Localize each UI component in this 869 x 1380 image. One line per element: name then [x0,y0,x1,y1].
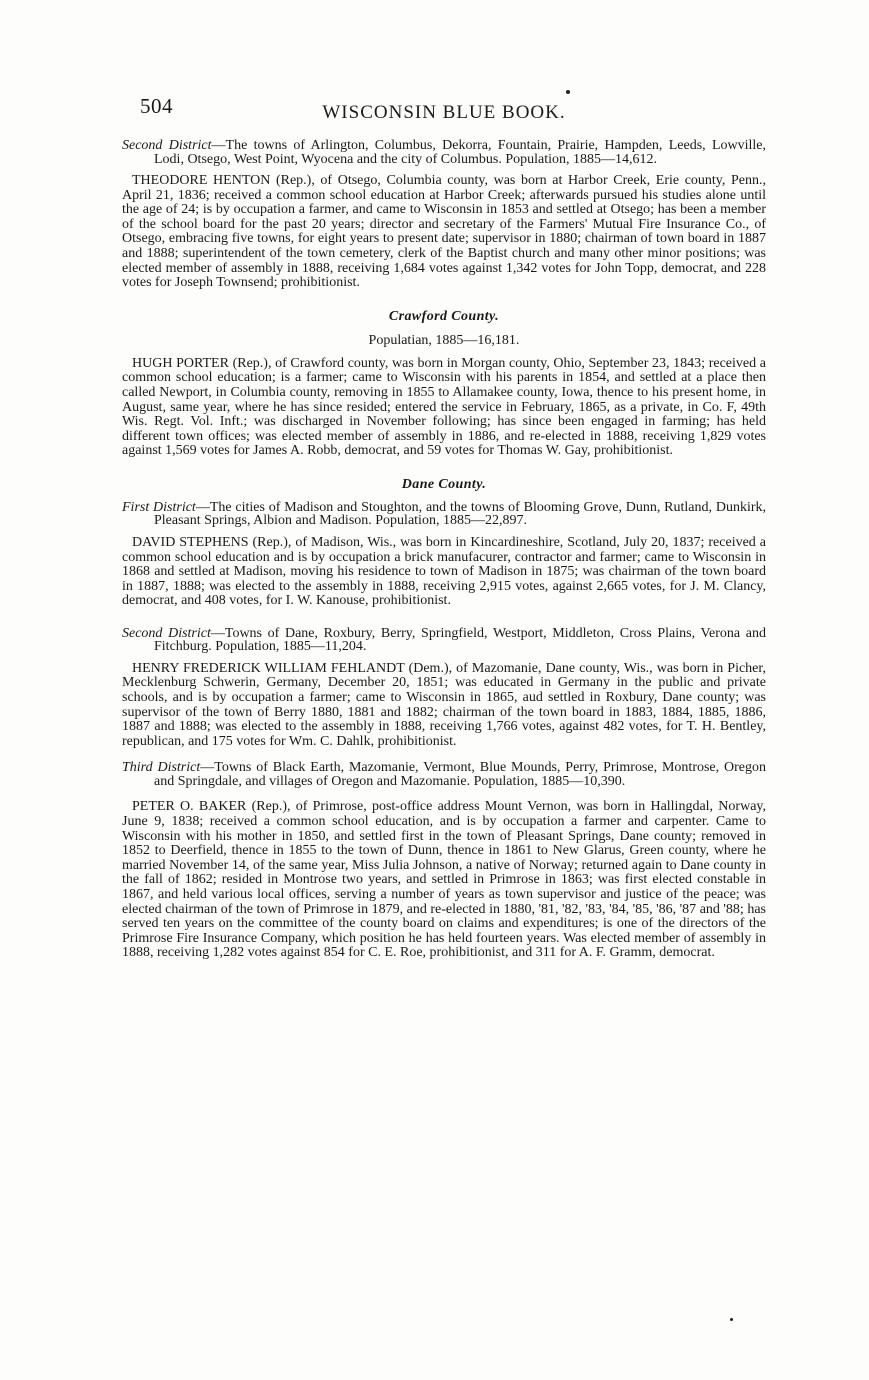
district-text: —The towns of Arlington, Columbus, Dekorra, Fountain, Prairie, Hampden, Leeds, Lowville, Lodi, Otsego, West Point, Wyocena and the city of Columbus. Population, 1885—14,612. [154,138,766,167]
district-description [122,627,766,654]
ink-speck [730,1318,733,1321]
district-description [122,139,766,166]
district-description [122,501,766,528]
member-biography: HENRY FREDERICK WILLIAM FEHLANDT (Dem.), of Mazomanie, Dane county, Wis., was born in Picher, Mecklenburg Schwerin, Germany, December 20, 1851; was educated in Germany in the public and private schools, and is by occupation a farmer; came to Wisconsin in 1865, aud settled in Roxbury, Dane county; was supervisor of the town of Berry 1880, 1881 and 1882; chairman of the town board in 1883, 1884, 1885, 1886, 1887 and 1888; was elected to the assembly in 1888, receiving 1,766 votes, against 482 votes, for T. H. Bentley, republican, and 175 votes for Wm. C. Dahlk, prohibitionist. [122,660,766,749]
district-text: —Towns of Dane, Roxbury, Berry, Springfield, Westport, Middleton, Cross Plains, Verona and Fitchburg. Population, 1885—11,204. [154,625,766,655]
document-page [122,88,766,961]
dane-county-section [122,477,766,961]
page-header [122,88,766,128]
running-title: WISCONSIN BLUE BOOK. [322,102,566,123]
county-heading: Crawford County. [388,308,500,324]
county-heading: Dane County. [401,476,487,492]
district-label: Second District [122,138,212,153]
member-biography: HUGH PORTER (Rep.), of Crawford county, was born in Morgan county, Ohio, September 23, 1843; received a common school education; is a farmer; came to Wisconsin with his parents in 1854, and settled at a place then called Newport, in Columbia county, removing in 1855 to Allamakee county, Iowa, thence to his present home, in August, same year, where he has since resided; entered the service in February, 1865, as a private, in Co. F, 49th Wis. Regt. Vol. Inft.; was discharged in November following; has since been engaged in farming; has held different town offices; was elected member of assembly in 1886, and re-elected in 1888, receiving 1,829 votes against 1,569 votes for James A. Robb, democrat, and 59 votes for Thomas W. Gay, prohibitionist. [122,355,766,459]
dane-first-district [122,501,766,609]
crawford-county-section [122,309,766,459]
columbia-county-second-district-section [122,139,766,291]
district-label: First District [122,499,196,515]
district-label: Second District [122,625,211,641]
district-text: —Towns of Black Earth, Mazomanie, Vermont, Blue Mounds, Perry, Primrose, Montrose, Oregon and Springdale, and villages of Oregon and Mazomanie. Population, 1885—10,390. [154,760,766,789]
dane-third-district [122,761,766,961]
member-biography: DAVID STEPHENS (Rep.), of Madison, Wis., was born in Kincardineshire, Scotland, July 20, 1837; received a common school education and is by occupation a brick manufacurer, contractor and farmer; came to Wisconsin in 1868 and settled at Madison, moving his residence to town of Madison in 1875; was chairman of the town board in 1887, 1888; was elected to the assembly in 1888, receiving 2,915 votes, against 2,665 votes, for J. M. Clancy, democrat, and 408 votes, for I. W. Kanouse, prohibitionist. [122,534,766,609]
district-text: —The cities of Madison and Stoughton, and the towns of Blooming Grove, Dunn, Rutland, Dunkirk, Pleasant Springs, Albion and Madison. Population, 1885—22,897. [154,499,766,529]
member-biography: THEODORE HENTON (Rep.), of Otsego, Columbia county, was born at Harbor Creek, Erie county, Penn., April 21, 1836; received a common school education at Harbor Creek; afterwards pursued his studies alone until the age of 24; is by occupation a farmer, and came to Wisconsin in 1853 and settled at Otsego; has been a member of the school board for the past 20 years; director and secretary of the Farmers' Mutual Fire Insurance Co., of Otsego, embracing five towns, for eight years to present date; supervisor in 1880; chairman of town board in 1887 and 1888; superintendent of the town cemetery, clerk of the Baptist church and many other minor positions; was elected member of assembly in 1888, receiving 1,684 votes against 1,342 votes for John Topp, democrat, and 228 votes for Joseph Townsend; prohibitionist. [122,173,766,291]
member-biography: PETER O. BAKER (Rep.), of Primrose, post-office address Mount Vernon, was born in Hallingdal, Norway, June 9, 1838; received a common school education, and is by occupation a farmer and carpenter. Came to Wisconsin with his mother in 1850, and settled first in the town of Pleasant Springs, Dane county; removed in 1852 to Deerfield, thence in 1855 to the town of Dunn, thence in 1861 to New Glarus, Green county, where he married November 14, of the same year, Miss Julia Johnson, a native of Norway; returned again to Dane county in the fall of 1862; resided in Montrose two years, and settled in Primrose in 1863; was first elected constable in 1867, and held various local offices, serving a number of years as town supervisor and justice of the peace; was elected chairman of the town of Primrose in 1879, and re-elected in 1880, '81, '82, '83, '84, '85, '86, '87 and '88; has served ten years on the committee of the county board on claims and expenditures; is one of the directors of the Primrose Fire Insurance Company, which position he has held fourteen years. Was elected member of assembly in 1888, receiving 1,282 votes against 854 for C. E. Roe, prohibitionist, and 311 for A. F. Gramm, democrat. [122,799,766,961]
district-label: Third District [122,760,201,776]
county-population: Populatian, 1885—16,181. [368,332,520,348]
page-number: 504 [140,94,173,118]
district-description [122,761,766,788]
dane-second-district [122,627,766,750]
